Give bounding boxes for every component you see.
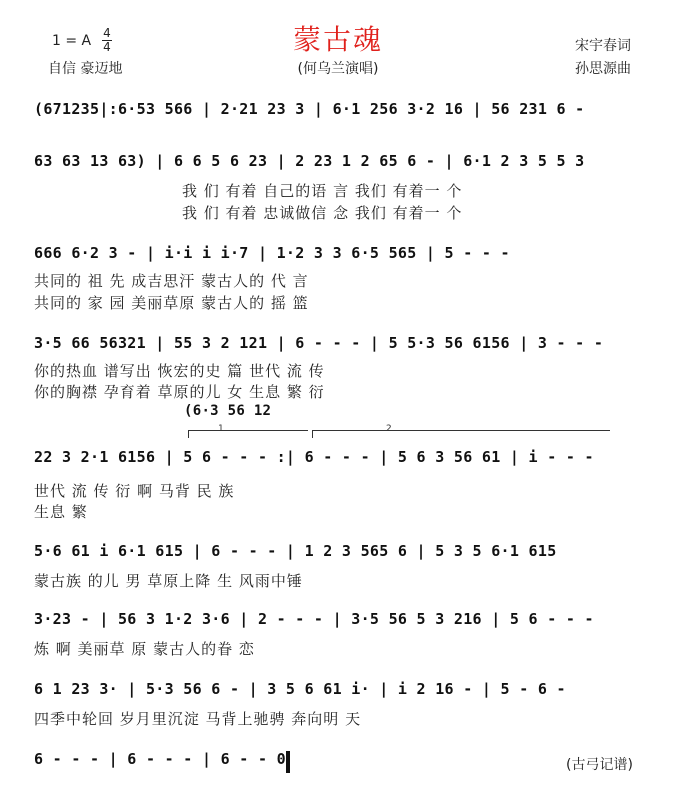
singer-credit: (何乌兰演唱) [297, 61, 379, 77]
lyric-verse-1: 炼 啊 美丽草 原 蒙古人的眷 恋 [34, 640, 255, 658]
time-signature-bottom: 4 [103, 40, 111, 54]
notation-text: (671235|:6·53 566 | 2·21 23 3 | 6·1 256 3·2 16 | 56 231 6 - [34, 100, 585, 118]
lyric-verse-2: 你的胸襟 孕育着 草原的儿 女 生息 繁 衍 [34, 383, 325, 401]
lyric-verse-1: 世代 流 传 衍 啊 马背 民 族 [34, 482, 235, 500]
lyric-verse-1: 蒙古族 的儿 男 草原上降 生 风雨中锤 [34, 572, 303, 590]
key-signature: 1 = A [52, 33, 92, 49]
notation-text: 6 1 23 3· | 5·3 56 6 - | 3 5 6 61 i· | i 2 16 - | 5 - 6 - [34, 680, 566, 698]
notation-text: 22 3 2·1 6156 | 5 6 - - - :| 6 - - - | 5 6 3 56 61 | i - - - [34, 448, 594, 466]
notation-line-3 [0, 244, 676, 270]
lyric-verse-2: 生息 繁 [34, 503, 88, 521]
notation-line-2 [0, 152, 676, 178]
notation-text: 666 6·2 3 - | i·i i i·7 | 1·2 3 3 6·5 565 | 5 - - - [34, 244, 510, 262]
notation-line-8 [0, 680, 676, 706]
lyric-verse-1: 共同的 祖 先 成吉思汗 蒙古人的 代 言 [34, 272, 309, 290]
lyric-verse-1: 我 们 有着 自己的语 言 我们 有着一 个 [182, 182, 463, 200]
transcriber-credit: (古弓记谱) [566, 757, 633, 773]
interlude-pickup [0, 403, 676, 429]
notation-text: 6 - - - | 6 - - - | 6 - - 0 [34, 750, 286, 768]
notation-line-5 [0, 448, 676, 474]
lyric-verse-1: 你的热血 谱写出 恢宏的史 篇 世代 流 传 [34, 362, 325, 380]
song-title: 蒙古魂 [292, 23, 383, 56]
tempo-mood: 自信 豪迈地 [48, 61, 123, 77]
final-barline [286, 751, 290, 773]
notation-text: 63 63 13 63) | 6 6 5 6 23 | 2 23 1 2 65 6 - | 6·1 2 3 5 5 3 [34, 152, 585, 170]
notation-text: (6·3 56 12 [184, 403, 272, 419]
notation-line-7 [0, 610, 676, 636]
composer-credit: 孙思源曲 [575, 61, 631, 77]
notation-text: 3·23 - | 56 3 1·2 3·6 | 2 - - - | 3·5 56 5 3 216 | 5 6 - - - [34, 610, 594, 628]
lyric-verse-2: 共同的 家 园 美丽草原 蒙古人的 摇 篮 [34, 294, 309, 312]
lyric-verse-1: 四季中轮回 岁月里沉淀 马背上驰骋 奔向明 天 [34, 710, 362, 728]
time-signature [101, 28, 113, 53]
notation-text: 5·6 61 i 6·1 615 | 6 - - - | 1 2 3 565 6 | 5 3 5 6·1 615 [34, 542, 557, 560]
time-signature-top: 4 [103, 26, 111, 40]
notation-line-1 [0, 100, 676, 126]
notation-line-6 [0, 542, 676, 568]
lyricist-credit: 宋宇春词 [575, 38, 631, 54]
notation-text: 3·5 66 56321 | 55 3 2 121 | 6 - - - | 5 5·3 56 6156 | 3 - - - [34, 334, 604, 352]
notation-line-4 [0, 334, 676, 360]
lyric-verse-2: 我 们 有着 忠诚做信 念 我们 有着一 个 [182, 204, 463, 222]
